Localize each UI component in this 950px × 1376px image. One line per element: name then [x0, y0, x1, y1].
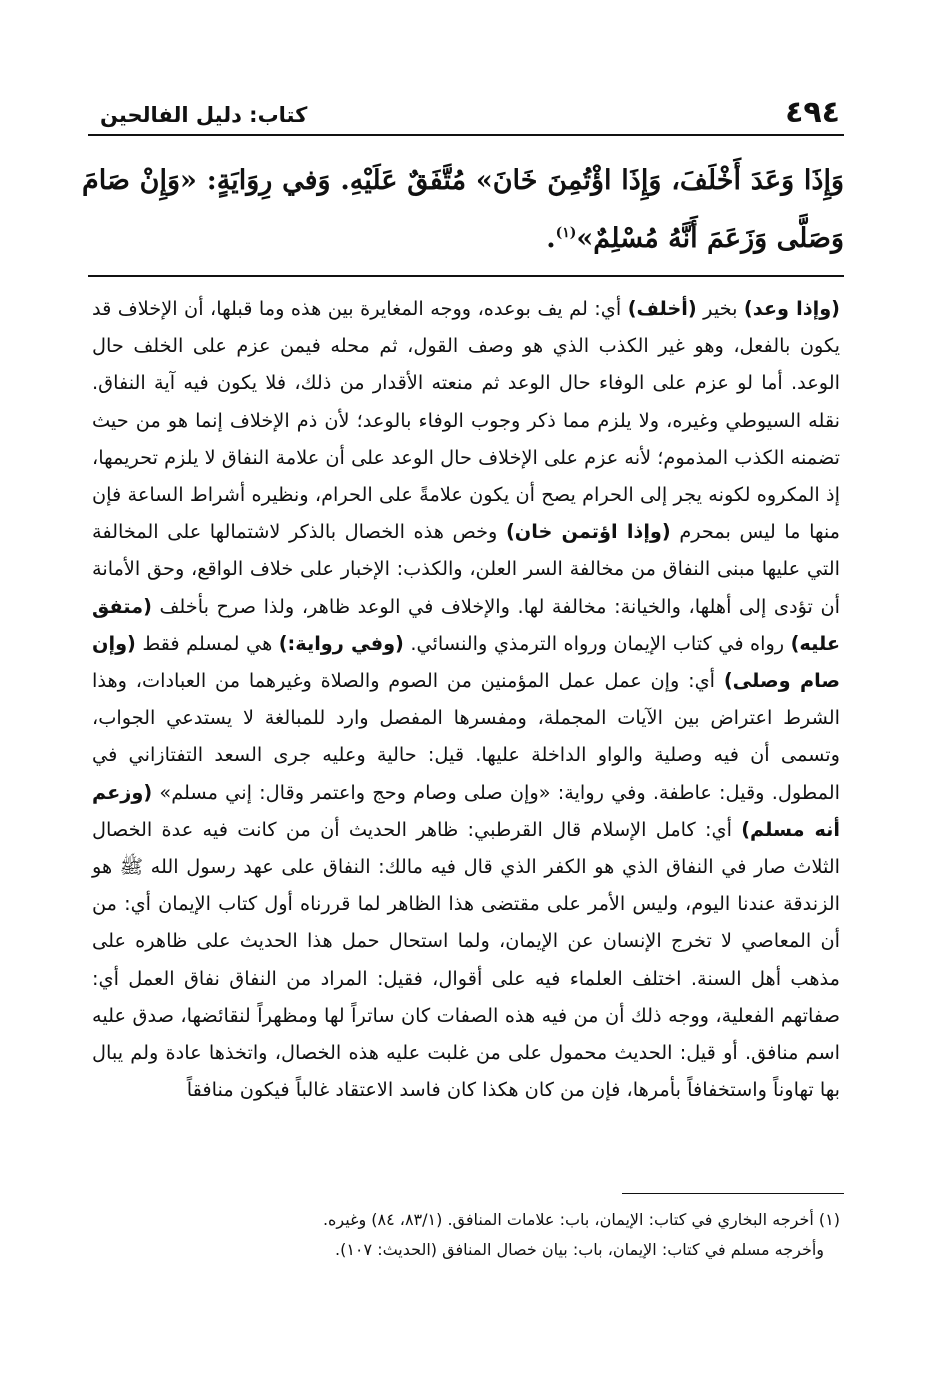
page-number: ٤٩٤ [785, 95, 840, 130]
commentary-run: أي: وإن عمل عمل المؤمنين من الصوم والصلاة وغيرهما من العبادات، وهذا الشرط اعتراض بين الآيات المجملة، ومفسرها المفصل وارد للمبالغة لا يستدعي الجواب، وتسمى أن فيه وصلية والواو الداخلة عليها. قيل: حالية وعليه جرى السعد التفتازاني في المطول. وقيل: عاطفة. وفي رواية: «وإن صلى وصام وحج واعتمر وقال: إني مسلم» [92, 669, 840, 804]
hadith-body: وَإِذَا وَعَدَ أَخْلَفَ، وَإِذَا اؤْتُمِنَ خَانَ» مُتَّفَقٌ عَلَيْهِ. وَفي رِوَايَةٍ: «وَإِنْ صَامَ وَصَلَّى وَزَعَمَ أَنَّهُ مُسْلِمٌ» [82, 165, 844, 254]
commentary-bold-phrase: (وإذا اؤتمن خان) [505, 520, 671, 544]
commentary-bold-phrase: (وفي رواية:) [278, 631, 404, 655]
commentary-run: رواه في كتاب الإيمان ورواه الترمذي والنسائي. [403, 631, 791, 655]
commentary-bold-phrase: (وإن صام وصلى) [92, 631, 840, 693]
commentary-run: هي لمسلم فقط [135, 631, 279, 655]
section-separator [88, 275, 844, 277]
commentary-run: أي: لم يف بوعده، ووجه المغايرة بين هذه وما قبلها، أن الإخلاف قد يكون بالفعل، وهو غير الكذب الذي هو وصف القول، ثم محله فيمن عزم على الخلف حال الوعد. أما لو عزم على الوفاء حال الوعد ثم منعته الأقدار من ذلك، فلا يكون فيه آية النفاق. نقله السيوطي وغيره، ولا يلزم مما ذكر وجوب الوفاء بالوعد؛ لأن ذم الإخلاف إنما هو من حيث تضمنه الكذب المذموم؛ لأنه عزم على الإخلاف حال الوعد على أن علامة النفاق لا يلزم تحريمها، إذ المكروه لكونه يجر إلى الحرام يصح أن يكون علامةً على الحرام، ونظيره أشراط الساعة فإن منها ما ليس بمحرم [92, 297, 841, 544]
footnotes [150, 1205, 840, 1265]
page-header [100, 92, 840, 128]
header-rule [88, 134, 844, 136]
footnote-rule [622, 1193, 844, 1194]
commentary-run: أي: كامل الإسلام قال القرطبي: ظاهر الحديث أن من كانت فيه عدة الخصال الثلاث صار في النفاق الذي هو الكفر الذي قال فيه مالك: النفاق على عهد رسول الله ﷺ هو الزندقة عندنا اليوم، وليس الأمر على مقتضى هذا الظاهر لما قررناه أول كتاب الإيمان أي: من أن المعاصي لا تخرج الإنسان عن الإيمان، ولما استحال حمل هذا الحديث على ظاهره على مذهب أهل السنة. اختلف العلماء فيه على أقوال، فقيل: المراد من النفاق نفاق العمل أي: صفاتهم الفعلية، ووجه ذلك أن من فيه هذه الصفات كان ساتراً لها ومظهراً لنقائضها، صدق عليه اسم منافق. أو قيل: الحديث محمول على من غلبت عليه هذه الخصال، واتخذها عادة ولم يبال بها تهاوناً واستخفافاً بأمرها، فإن من كان هكذا كان فاسد الاعتقاد غالباً فيكون منافقاً [92, 817, 840, 1102]
footnote-marker: (١) [555, 225, 577, 241]
commentary-text [92, 290, 840, 1108]
hadith-end: . [546, 223, 556, 254]
running-title: كتاب: دليل الفالحين [100, 103, 308, 127]
commentary-bold-phrase: (أخلف) [627, 297, 697, 320]
commentary-run: بخير [696, 297, 744, 320]
footnote-1-continued: وأخرجه مسلم في كتاب: الإيمان، باب: بيان خصال المنافق (الحديث: ١٠٧). [335, 1240, 824, 1259]
commentary-bold-phrase: (متفق عليه) [92, 594, 841, 655]
hadith-text [82, 152, 844, 268]
commentary-bold-phrase: (وإذا وعد) [743, 297, 840, 320]
commentary-run: وخص هذه الخصال بالذكر لاشتمالها على المخالفة التي عليها مبنى النفاق من مخالفة السر العلن، والكذب: الإخبار على خلاف الواقع، وحق الأمانة أن تؤدى إلى أهلها، والخيانة: مخالفة لها. والإخلاف في الوعد ظاهر، ولذا صرح بأخلف [92, 520, 840, 618]
footnote-1: (١) أخرجه البخاري في كتاب: الإيمان، باب: علامات المنافق. (٨٣/١، ٨٤) وغيره. [322, 1210, 840, 1229]
commentary-bold-phrase: (وزعم أنه مسلم) [92, 780, 840, 841]
